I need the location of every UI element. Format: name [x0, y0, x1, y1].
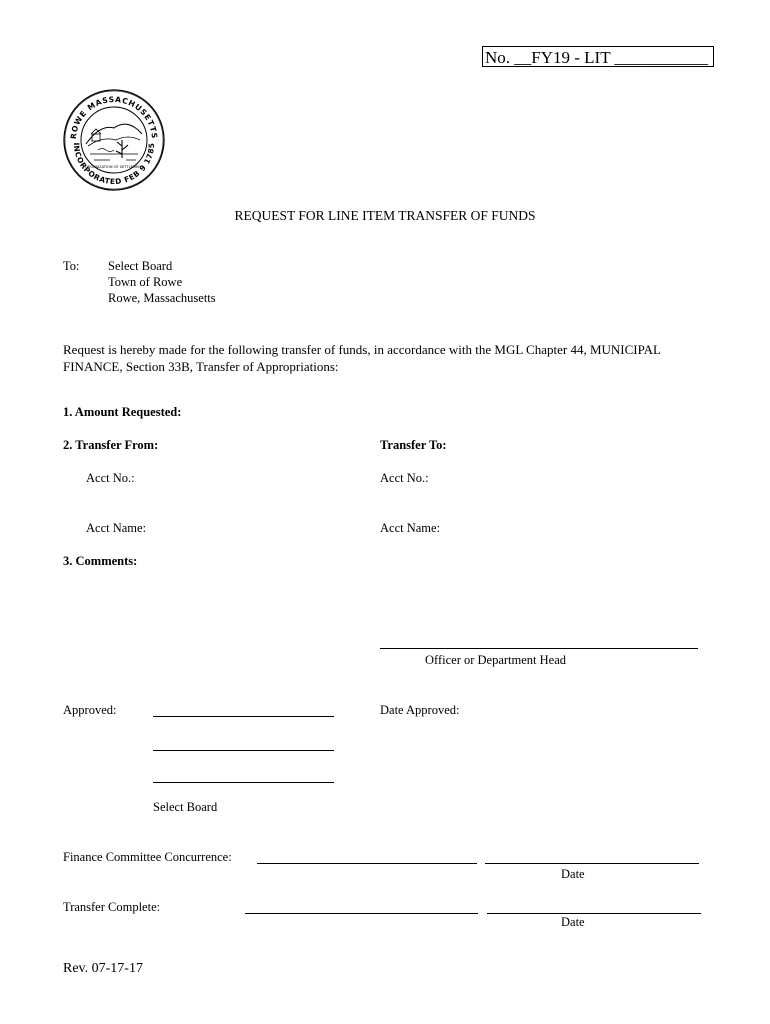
officer-signature-line[interactable] [380, 648, 698, 649]
from-acct-no-label: Acct No.: [86, 471, 135, 485]
seal-top-text: ROWE MASSACHUSETTS [68, 94, 160, 140]
transfer-to-label: Transfer To: [380, 438, 447, 452]
to-line-2: Town of Rowe [108, 275, 183, 289]
date-approved-label: Date Approved: [380, 703, 460, 717]
approved-label: Approved: [63, 703, 117, 717]
town-seal-image [62, 88, 166, 192]
approval-signature-line-2[interactable] [153, 750, 334, 751]
finance-date-label: Date [561, 867, 585, 881]
approval-signature-line-3[interactable] [153, 782, 334, 783]
to-acct-no-label: Acct No.: [380, 471, 429, 485]
approval-signature-line-1[interactable] [153, 716, 334, 717]
to-line-1: Select Board [108, 259, 173, 273]
to-line-3: Rowe, Massachusetts [108, 291, 216, 305]
select-board-label: Select Board [153, 800, 218, 814]
transfer-complete-date-label: Date [561, 915, 585, 929]
to-acct-name-label: Acct Name: [380, 521, 441, 535]
transfer-from-label: 2. Transfer From: [63, 438, 159, 452]
seal-bottom-text: INCORPORATED FEB 9 1785 [71, 142, 157, 187]
finance-date-line[interactable] [485, 863, 699, 864]
officer-label: Officer or Department Head [425, 653, 567, 667]
transfer-complete-signature-line[interactable] [245, 913, 478, 914]
from-acct-name-label: Acct Name: [86, 521, 147, 535]
document-number-box[interactable]: No. __FY19 - LIT ___________ [482, 46, 714, 67]
revision-label: Rev. 07-17-17 [63, 961, 143, 976]
intro-paragraph: Request is hereby made for the following transfer of funds, in accordance with the MGL Chapter 44, MUNICIPAL FINANCE, Section 33B, Transfer of Appropriations: [63, 342, 661, 374]
to-label: To: [63, 259, 80, 273]
amount-requested-label: 1. Amount Requested: [63, 405, 182, 419]
finance-committee-label: Finance Committee Concurrence: [63, 850, 232, 864]
finance-signature-line[interactable] [257, 863, 477, 864]
transfer-complete-date-line[interactable] [487, 913, 701, 914]
form-title: REQUEST FOR LINE ITEM TRANSFER OF FUNDS [234, 208, 536, 223]
comments-label: 3. Comments: [63, 554, 138, 568]
seal-inner-text: ORGANIZATION OF SETTLEMENT [84, 165, 144, 169]
transfer-complete-label: Transfer Complete: [63, 900, 161, 914]
